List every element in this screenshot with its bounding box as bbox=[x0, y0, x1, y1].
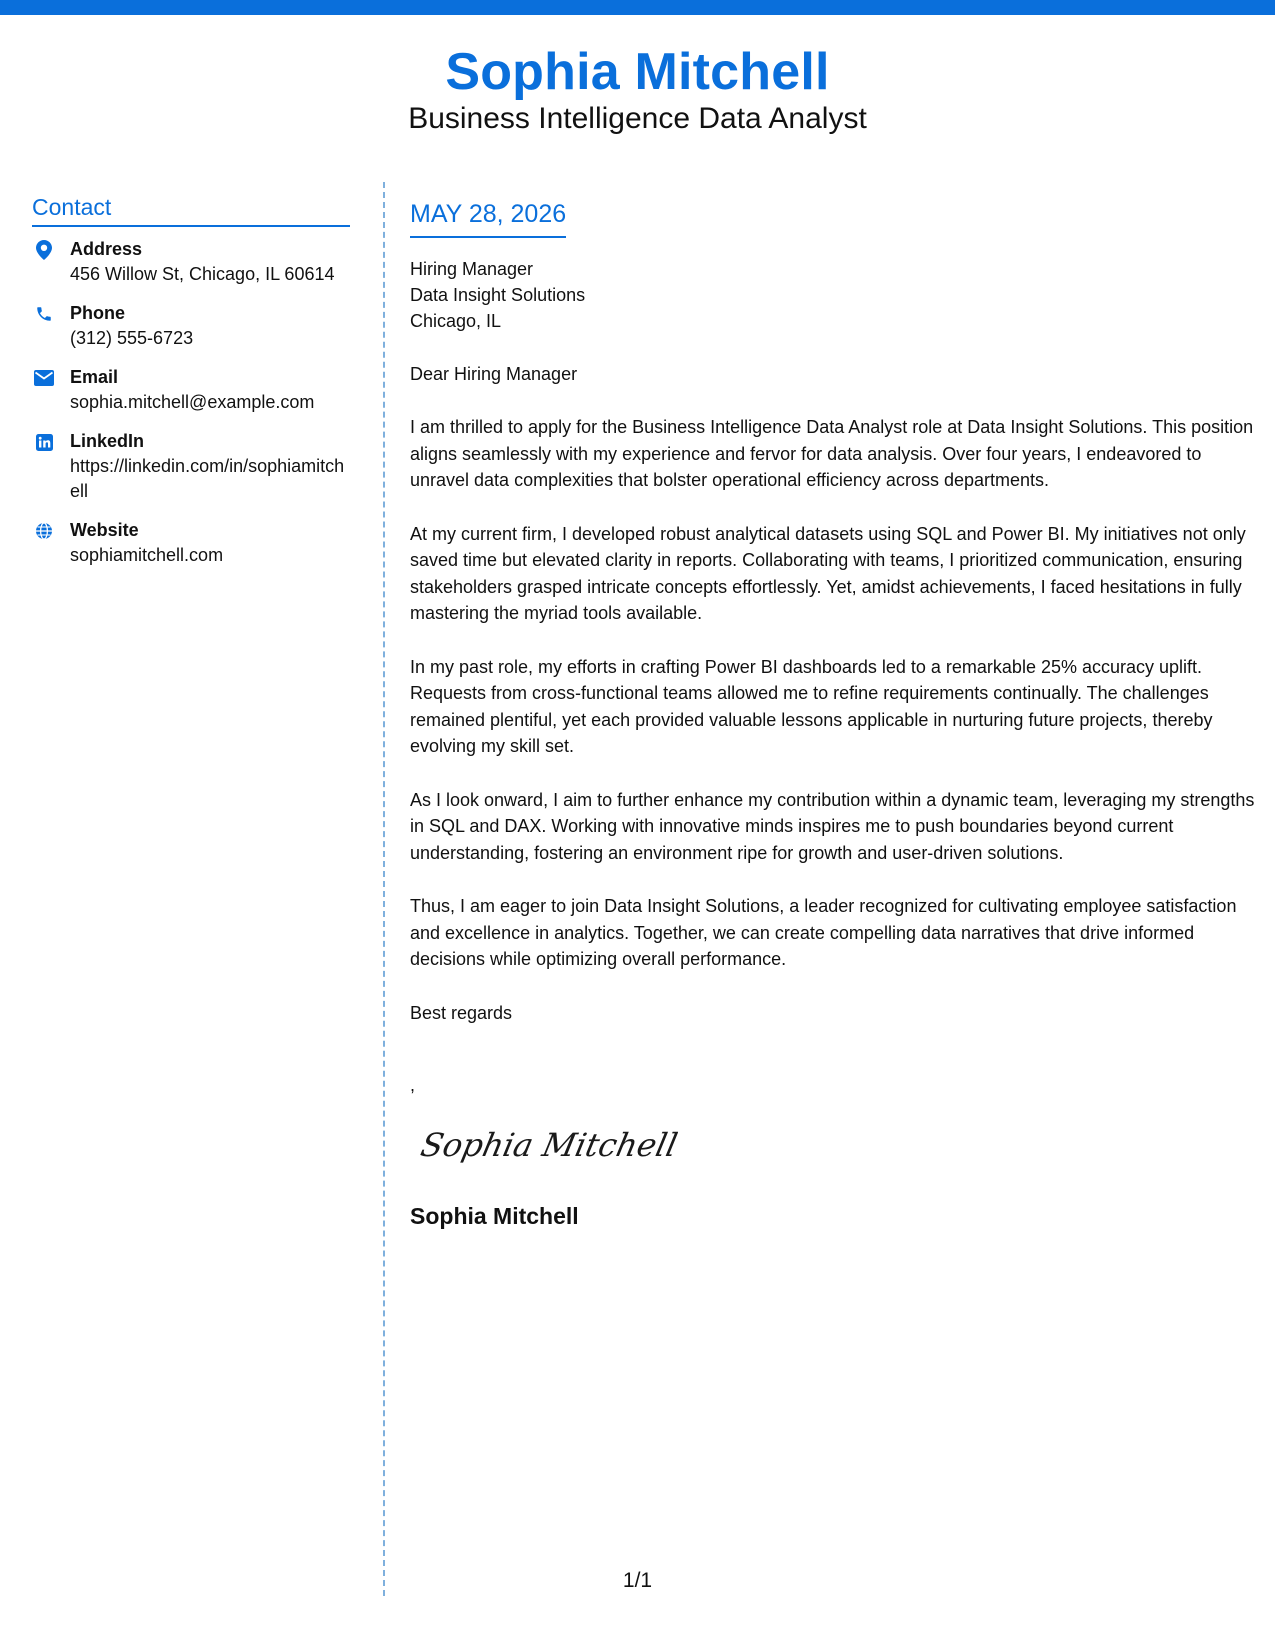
linkedin-label: LinkedIn bbox=[70, 431, 145, 451]
email-label: Email bbox=[70, 367, 119, 387]
contact-item-linkedin bbox=[32, 429, 350, 504]
top-accent-bar bbox=[0, 0, 1275, 15]
body-paragraph: At my current firm, I developed robust analytical datasets using SQL and Power BI. My initiatives not only saved time but elevated clarity in reports. Collaborating with teams, I prioritized communication, ensuring stakeholders grasped intricate concepts effortlessly. Yet, amidst achievements, I faced hesitations in fully mastering the myriad tools available. bbox=[410, 523, 1246, 623]
contact-item-address bbox=[32, 237, 350, 287]
contact-item-website bbox=[32, 518, 350, 568]
body-paragraph: As I look onward, I aim to further enhance my contribution within a dynamic team, leveraging my strengths in SQL and DAX. Working with innovative minds inspires me to push boundaries beyond current understanding, fostering an environment ripe for growth and user-driven solutions. bbox=[410, 789, 1255, 863]
recipient-line: Hiring Manager bbox=[410, 259, 534, 279]
handwritten-signature bbox=[418, 1114, 678, 1174]
phone-icon bbox=[34, 304, 54, 324]
body-paragraph: Thus, I am eager to join Data Insight Solutions, a leader recognized for cultivating employee satisfaction and excellence in analytics. Together, we can create compelling data narratives that drive informed decisions while optimizing overall performance. bbox=[410, 896, 1237, 969]
recipient-line: Data Insight Solutions bbox=[410, 285, 586, 305]
website-value[interactable]: sophiamitchell.com bbox=[70, 545, 224, 565]
closing: Best regards bbox=[410, 1002, 513, 1023]
signature-text: Sophia Mitchell bbox=[418, 1125, 678, 1164]
globe-icon bbox=[34, 521, 54, 541]
letter-date: MAY 28, 2026 bbox=[410, 198, 566, 238]
contact-item-phone bbox=[32, 301, 350, 351]
location-pin-icon bbox=[34, 240, 54, 260]
letter-body bbox=[410, 198, 1255, 1231]
job-title: Business Intelligence Data Analyst bbox=[408, 102, 867, 135]
phone-value: (312) 555-6723 bbox=[70, 328, 194, 348]
contact-list bbox=[32, 237, 350, 568]
header bbox=[0, 40, 1275, 138]
recipient-line: Chicago, IL bbox=[410, 311, 502, 331]
salutation: Dear Hiring Manager bbox=[410, 364, 578, 384]
closing-comma: , bbox=[410, 1074, 416, 1095]
body-paragraph: I am thrilled to apply for the Business Intelligence Data Analyst role at Data Insight Solutions. This position aligns seamlessly with my experience and fervor for data analysis. Over four years, I endeavored to unravel data complexities that bolster operational efficiency across departments. bbox=[410, 417, 1254, 490]
signer-name: Sophia Mitchell bbox=[410, 1202, 579, 1229]
email-value: sophia.mitchell@example.com bbox=[70, 392, 315, 412]
website-label: Website bbox=[70, 520, 139, 540]
contact-sidebar bbox=[32, 193, 350, 582]
linkedin-value[interactable]: https://linkedin.com/in/sophiamitchell bbox=[70, 456, 345, 501]
contact-item-email bbox=[32, 365, 350, 415]
linkedin-icon bbox=[34, 432, 54, 452]
phone-label: Phone bbox=[70, 303, 126, 323]
applicant-name: Sophia Mitchell bbox=[445, 43, 830, 101]
body-paragraph: In my past role, my efforts in crafting Power BI dashboards led to a remarkable 25% accuracy uplift. Requests from cross-functional teams allowed me to refine requirements continually. The challenges remained plentiful, yet each provided valuable lessons applicable in nurturing future projects, thereby evolving my skill set. bbox=[410, 656, 1213, 756]
address-label: Address bbox=[70, 239, 143, 259]
address-value: 456 Willow St, Chicago, IL 60614 bbox=[70, 264, 335, 284]
contact-heading: Contact bbox=[32, 193, 350, 227]
envelope-icon bbox=[34, 368, 54, 388]
column-divider bbox=[383, 182, 385, 1596]
recipient-block bbox=[410, 256, 1255, 334]
page-number: 1/1 bbox=[622, 1569, 653, 1592]
